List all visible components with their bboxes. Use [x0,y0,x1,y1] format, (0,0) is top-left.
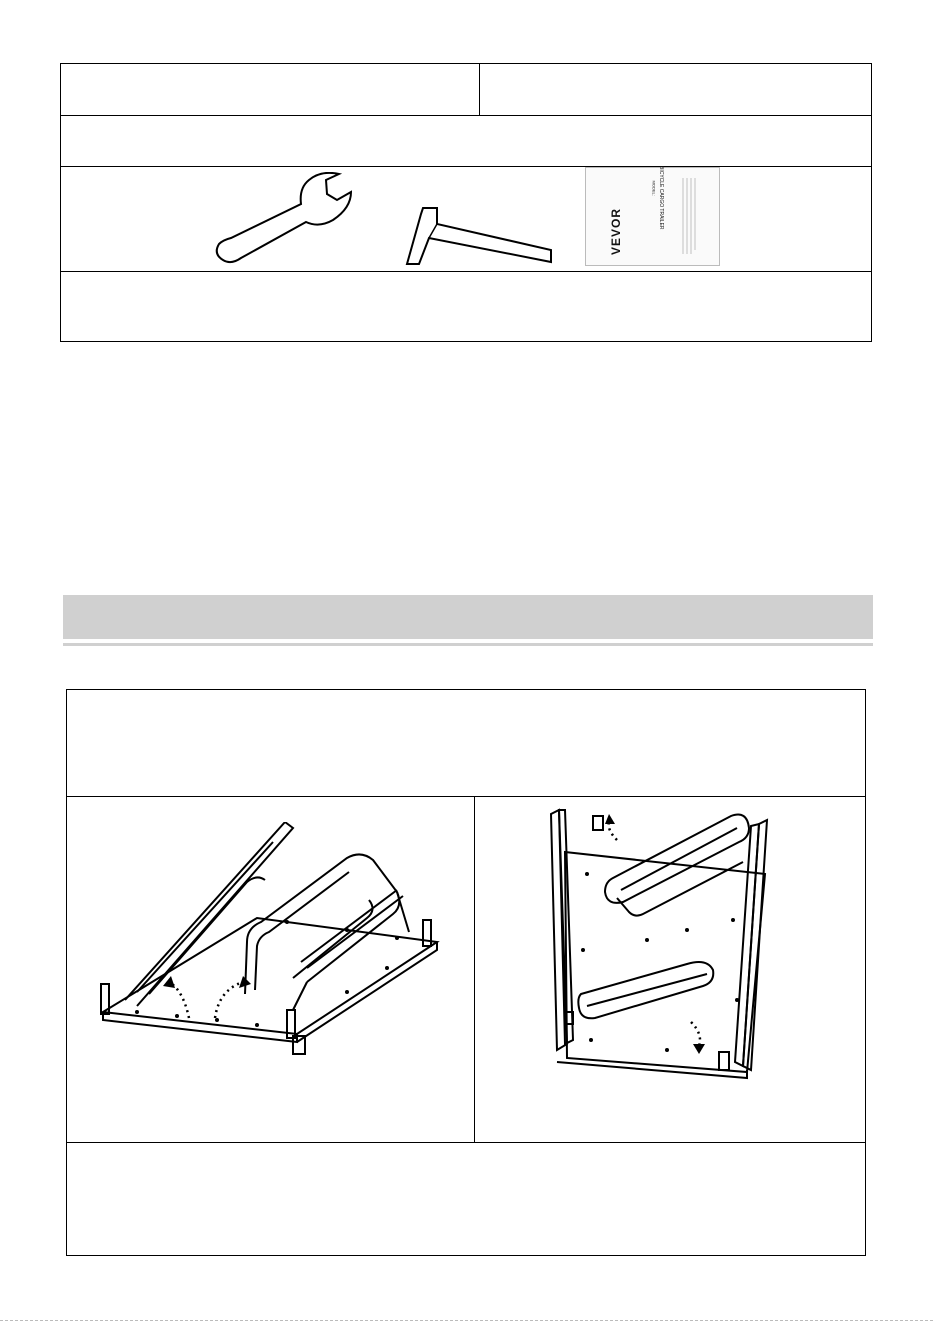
assembly-step-table [66,689,866,1256]
table-divider [67,1142,865,1143]
manual-model: MODEL: [651,180,657,196]
manual-booklet-icon [585,167,720,266]
hex-key-icon [401,202,561,272]
table-divider [61,115,871,116]
table-divider [479,64,480,115]
manual-brand: VEVOR [609,207,623,255]
section-header-bar [63,595,873,639]
page-bottom-edge [0,1320,933,1321]
table-divider [474,796,475,1142]
frame-unfold-right-illustration [547,800,777,1100]
manual-product: BICYCLE CARGO TRAILER [658,166,664,230]
table-divider [61,166,871,167]
wrench-icon [211,172,361,267]
frame-unfold-left-illustration [97,822,447,1072]
parts-table [60,63,872,342]
table-divider [67,796,865,797]
section-underline [63,643,873,646]
